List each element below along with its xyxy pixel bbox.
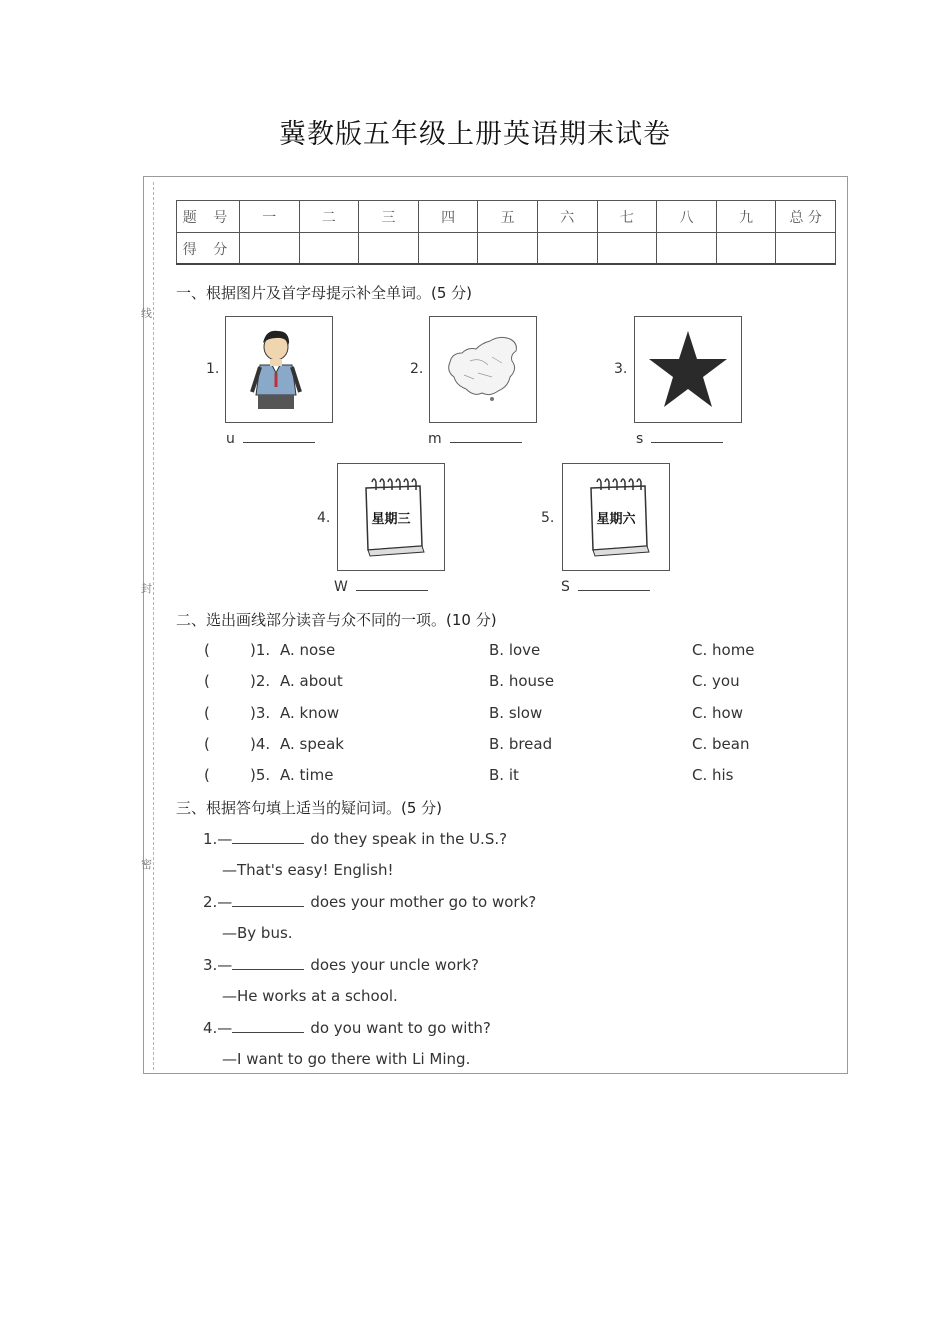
score-cell[interactable] [716, 233, 776, 265]
binding-dashed-line [153, 182, 154, 1070]
question-paren[interactable]: ( [204, 735, 210, 753]
option-c: C. his [692, 766, 734, 784]
score-header-cell: 二 [299, 201, 359, 233]
picture-item-number: 4. [317, 510, 331, 526]
answer-blank[interactable] [561, 579, 650, 595]
score-header-cell: 四 [418, 201, 478, 233]
score-cell[interactable] [299, 233, 359, 265]
fill-question [203, 830, 507, 848]
question-number: )1. [250, 641, 271, 659]
question-number: )5. [250, 766, 271, 784]
score-header-cell: 一 [240, 201, 300, 233]
score-header-cell: 五 [478, 201, 538, 233]
fill-blank[interactable] [232, 842, 304, 844]
option-a: A. about [280, 672, 343, 690]
option-b: B. house [489, 672, 555, 690]
picture-item-number: 5. [541, 510, 555, 526]
question-number: )2. [250, 672, 271, 690]
question-text: does your uncle work? [310, 956, 480, 974]
score-cell[interactable] [418, 233, 478, 265]
picture-frame [225, 316, 333, 423]
fill-question [203, 956, 479, 974]
score-value-row [177, 233, 836, 265]
uniform-boy-icon [226, 317, 332, 422]
score-cell[interactable] [537, 233, 597, 265]
option-b: B. it [489, 766, 519, 784]
binding-mark-secret: 密 [141, 858, 152, 871]
score-cell[interactable] [657, 233, 717, 265]
picture-frame [634, 316, 742, 423]
score-cell[interactable] [359, 233, 419, 265]
score-header-cell: 六 [537, 201, 597, 233]
answer-blank[interactable] [428, 431, 522, 447]
question-number: 4.— [203, 1019, 233, 1037]
option-c: C. bean [692, 735, 750, 753]
star-icon [635, 317, 741, 422]
score-table-bottom-rule [176, 263, 836, 265]
map-china-icon [430, 317, 536, 422]
picture-frame [429, 316, 537, 423]
option-a: A. nose [280, 641, 336, 659]
binding-mark-seal: 封 [141, 582, 152, 595]
section3-heading: 三、根据答句填上适当的疑问词。(5 分) [176, 799, 443, 817]
option-a: A. time [280, 766, 334, 784]
picture-frame [337, 463, 445, 571]
question-paren[interactable]: ( [204, 766, 210, 784]
score-header-cell: 三 [359, 201, 419, 233]
score-cell[interactable] [597, 233, 657, 265]
option-b: B. slow [489, 704, 543, 722]
score-table [176, 200, 836, 265]
answer-blank[interactable] [226, 431, 315, 447]
option-a: A. know [280, 704, 340, 722]
score-cell[interactable] [478, 233, 538, 265]
section1-heading: 一、根据图片及首字母提示补全单词。(5 分) [176, 284, 473, 302]
picture-item-number: 3. [614, 361, 628, 377]
picture-item-number: 1. [206, 361, 220, 377]
question-number: 3.— [203, 956, 233, 974]
section2-heading: 二、选出画线部分读音与众不同的一项。(10 分) [176, 611, 497, 629]
fill-blank[interactable] [232, 1031, 304, 1033]
answer-text: —By bus. [222, 924, 293, 942]
question-paren[interactable]: ( [204, 704, 210, 722]
option-a: A. speak [280, 735, 344, 753]
initial-letter: S [561, 579, 570, 595]
option-b: B. bread [489, 735, 553, 753]
score-header-label: 题 号 [177, 201, 240, 233]
option-c: C. home [692, 641, 755, 659]
score-header-cell: 八 [657, 201, 717, 233]
picture-frame [562, 463, 670, 571]
picture-item-number: 2. [410, 361, 424, 377]
calendar-label: 星期六 [596, 512, 636, 527]
fill-question [203, 1019, 491, 1037]
question-text: do they speak in the U.S.? [310, 830, 508, 848]
initial-letter: s [636, 431, 644, 447]
answer-text: —That's easy! English! [222, 861, 394, 879]
fill-blank[interactable] [232, 905, 304, 907]
score-header-cell: 九 [716, 201, 776, 233]
question-number: 2.— [203, 893, 233, 911]
question-text: does your mother go to work? [310, 893, 537, 911]
question-number: )4. [250, 735, 271, 753]
fill-question [203, 893, 536, 911]
answer-blank[interactable] [334, 579, 428, 595]
answer-text: —I want to go there with Li Ming. [222, 1050, 471, 1068]
question-number: )3. [250, 704, 271, 722]
score-cell[interactable] [776, 233, 836, 265]
answer-text: —He works at a school. [222, 987, 398, 1005]
binding-mark-line: 线 [141, 307, 152, 320]
score-header-total: 总 分 [776, 201, 836, 233]
score-header-cell: 七 [597, 201, 657, 233]
question-number: 1.— [203, 830, 233, 848]
page-title: 冀教版五年级上册英语期末试卷 [279, 119, 671, 150]
question-paren[interactable]: ( [204, 672, 210, 690]
initial-letter: u [226, 431, 235, 447]
calendar-label: 星期三 [371, 512, 411, 527]
score-header-row [177, 201, 836, 233]
initial-letter: m [428, 431, 442, 447]
question-paren[interactable]: ( [204, 641, 210, 659]
fill-blank[interactable] [232, 968, 304, 970]
option-c: C. how [692, 704, 743, 722]
score-row-label: 得 分 [177, 233, 240, 265]
option-c: C. you [692, 672, 740, 690]
score-cell[interactable] [240, 233, 300, 265]
option-b: B. love [489, 641, 541, 659]
answer-blank[interactable] [636, 431, 723, 447]
question-text: do you want to go with? [310, 1019, 491, 1037]
initial-letter: W [334, 579, 348, 595]
